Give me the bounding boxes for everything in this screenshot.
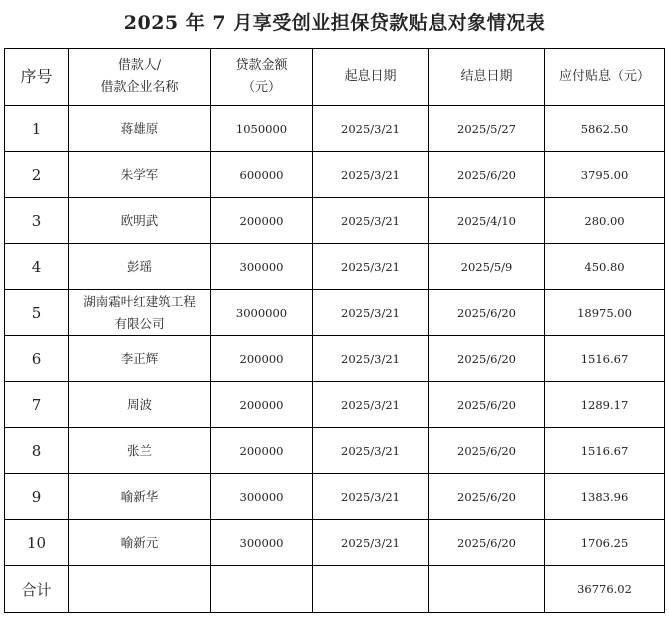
- cell-seq: 7: [5, 382, 69, 428]
- cell-borrower-line1: 蒋雄原: [120, 120, 159, 136]
- cell-borrower: [69, 428, 211, 474]
- cell-subsidy: 1289.17: [545, 382, 665, 428]
- cell-amount: 300000: [211, 474, 313, 520]
- cell-borrower: [69, 382, 211, 428]
- cell-amount: 300000: [211, 520, 313, 566]
- total-empty-cell: [69, 566, 211, 613]
- cell-amount: 200000: [211, 336, 313, 382]
- cell-seq: 8: [5, 428, 69, 474]
- table-row: [5, 106, 665, 152]
- cell-subsidy: 3795.00: [545, 152, 665, 198]
- total-empty-cell: [313, 566, 429, 613]
- cell-seq: 1: [5, 106, 69, 152]
- header-start-date: 起息日期: [313, 49, 429, 106]
- total-empty-cell: [429, 566, 545, 613]
- header-borrower-line1: 借款人/: [117, 58, 162, 73]
- cell-start-date: 2025/3/21: [313, 336, 429, 382]
- table-row: [5, 152, 665, 198]
- cell-seq: 5: [5, 290, 69, 336]
- header-borrower-line2: 借款企业名称: [100, 80, 179, 95]
- cell-borrower: [69, 106, 211, 152]
- cell-borrower-line1: 周波: [126, 396, 152, 412]
- cell-end-date: 2025/6/20: [429, 520, 545, 566]
- cell-end-date: 2025/6/20: [429, 336, 545, 382]
- cell-borrower-line1: 朱学军: [120, 166, 159, 182]
- header-amount: [211, 49, 313, 106]
- cell-borrower: [69, 244, 211, 290]
- header-row: [5, 49, 665, 106]
- table-row: [5, 382, 665, 428]
- cell-start-date: 2025/3/21: [313, 244, 429, 290]
- total-subsidy: 36776.02: [545, 566, 665, 613]
- cell-start-date: 2025/3/21: [313, 290, 429, 336]
- cell-seq: 6: [5, 336, 69, 382]
- table-title: 2025 年 7 月享受创业担保贷款贴息对象情况表: [123, 12, 546, 34]
- cell-subsidy: 1516.67: [545, 336, 665, 382]
- cell-start-date: 2025/3/21: [313, 106, 429, 152]
- cell-borrower: [69, 152, 211, 198]
- cell-amount: 3000000: [211, 290, 313, 336]
- cell-subsidy: 18975.00: [545, 290, 665, 336]
- cell-amount: 300000: [211, 244, 313, 290]
- cell-start-date: 2025/3/21: [313, 152, 429, 198]
- cell-amount: 200000: [211, 198, 313, 244]
- cell-start-date: 2025/3/21: [313, 428, 429, 474]
- header-amount-line1: 贷款金额: [235, 58, 288, 73]
- cell-amount: 600000: [211, 152, 313, 198]
- cell-subsidy: 5862.50: [545, 106, 665, 152]
- table-row: [5, 290, 665, 336]
- table-row: [5, 474, 665, 520]
- cell-end-date: 2025/4/10: [429, 198, 545, 244]
- cell-seq: 3: [5, 198, 69, 244]
- cell-start-date: 2025/3/21: [313, 198, 429, 244]
- cell-end-date: 2025/5/27: [429, 106, 545, 152]
- cell-end-date: 2025/6/20: [429, 474, 545, 520]
- cell-amount: 200000: [211, 382, 313, 428]
- table-row: [5, 520, 665, 566]
- cell-borrower-line1: 喻新华: [120, 488, 159, 504]
- header-borrower: [69, 49, 211, 106]
- cell-seq: 4: [5, 244, 69, 290]
- cell-subsidy: 450.80: [545, 244, 665, 290]
- cell-borrower-line1: 喻新元: [120, 534, 159, 550]
- cell-seq: 10: [5, 520, 69, 566]
- cell-start-date: 2025/3/21: [313, 520, 429, 566]
- table-row: [5, 336, 665, 382]
- total-empty-cell: [211, 566, 313, 613]
- cell-subsidy: 1516.67: [545, 428, 665, 474]
- cell-end-date: 2025/6/20: [429, 382, 545, 428]
- cell-borrower-line2: 有限公司: [114, 315, 165, 331]
- cell-end-date: 2025/6/20: [429, 428, 545, 474]
- cell-borrower: [69, 290, 211, 336]
- cell-end-date: 2025/6/20: [429, 152, 545, 198]
- cell-amount: 200000: [211, 428, 313, 474]
- cell-borrower-line1: 彭瑶: [126, 258, 152, 274]
- cell-borrower-line1: 湖南霜叶红建筑工程: [83, 293, 196, 309]
- cell-borrower-line1: 李正辉: [120, 350, 159, 366]
- total-row: [5, 566, 665, 613]
- cell-borrower: [69, 474, 211, 520]
- cell-end-date: 2025/6/20: [429, 290, 545, 336]
- cell-borrower: [69, 336, 211, 382]
- cell-borrower: [69, 198, 211, 244]
- cell-start-date: 2025/3/21: [313, 474, 429, 520]
- cell-seq: 9: [5, 474, 69, 520]
- subsidy-table: [4, 48, 665, 613]
- table-row: [5, 428, 665, 474]
- cell-borrower-line1: 欧明武: [120, 212, 159, 228]
- cell-subsidy: 1706.25: [545, 520, 665, 566]
- header-end-date: 结息日期: [429, 49, 545, 106]
- cell-seq: 2: [5, 152, 69, 198]
- cell-subsidy: 1383.96: [545, 474, 665, 520]
- cell-amount: 1050000: [211, 106, 313, 152]
- header-subsidy: 应付贴息（元）: [545, 49, 665, 106]
- cell-borrower-line1: 张兰: [126, 442, 152, 458]
- table-row: [5, 198, 665, 244]
- cell-start-date: 2025/3/21: [313, 382, 429, 428]
- total-label: 合计: [5, 566, 69, 613]
- table-row: [5, 244, 665, 290]
- cell-borrower: [69, 520, 211, 566]
- header-seq: 序号: [5, 49, 69, 106]
- cell-subsidy: 280.00: [545, 198, 665, 244]
- cell-end-date: 2025/5/9: [429, 244, 545, 290]
- header-amount-line2: （元）: [241, 80, 281, 95]
